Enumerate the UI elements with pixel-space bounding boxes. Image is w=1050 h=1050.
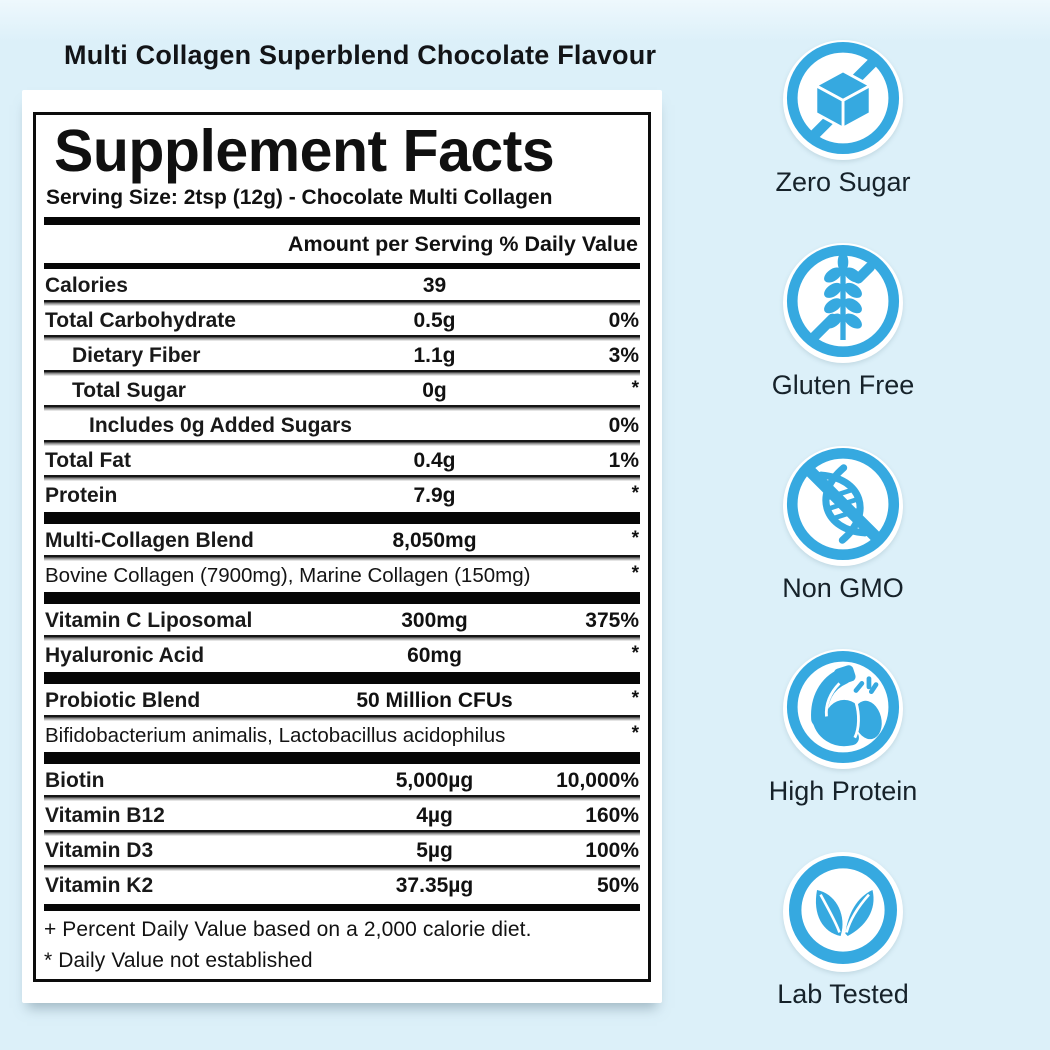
row-label: Vitamin K2: [45, 874, 154, 898]
gluten-free-icon: [784, 242, 902, 365]
badge-disc: [783, 243, 903, 363]
row-daily-value: 375%: [585, 609, 639, 633]
divider-bar: [44, 263, 640, 269]
badge-label: Zero Sugar: [775, 167, 911, 197]
row-amount: 0g: [422, 379, 447, 403]
badge-gluten-free: [758, 243, 928, 401]
table-row: [44, 686, 640, 715]
row-label: Calories: [45, 274, 128, 298]
row-daily-value: *: [631, 563, 639, 585]
separator: [44, 672, 640, 684]
table-row: [44, 411, 640, 440]
row-label: Total Fat: [45, 449, 131, 473]
row-label: Protein: [45, 484, 118, 508]
row-label: Vitamin C Liposomal: [45, 609, 253, 633]
badge-label: High Protein: [768, 776, 918, 806]
row-amount: 60mg: [407, 644, 462, 668]
footnote-daily-value: + Percent Daily Value based on a 2,000 calorie diet.: [44, 918, 532, 941]
badge-disc: [783, 446, 903, 566]
badge-lab-tested: [758, 852, 928, 1010]
row-label: Biotin: [45, 769, 105, 793]
table-row: [44, 606, 640, 635]
table-row: [44, 641, 640, 670]
row-amount: 300mg: [401, 609, 468, 633]
row-label: Bovine Collagen (7900mg), Marine Collagen (150mg): [45, 563, 531, 587]
row-label: Total Carbohydrate: [45, 309, 236, 333]
table-row: [44, 801, 640, 830]
row-daily-value: *: [631, 378, 639, 400]
badge-disc: [783, 649, 903, 769]
row-label: Hyaluronic Acid: [45, 644, 205, 668]
separator: [44, 512, 640, 524]
badge-disc: [783, 40, 903, 160]
table-row: [44, 446, 640, 475]
row-daily-value: 3%: [608, 344, 639, 368]
table-row: [44, 306, 640, 335]
row-label: Multi-Collagen Blend: [45, 529, 254, 553]
non-gmo-icon: [784, 445, 902, 568]
row-daily-value: 10,000%: [556, 769, 639, 793]
row-daily-value: *: [631, 643, 639, 665]
table-row: [44, 271, 640, 300]
table-row: [44, 561, 640, 590]
badge-label: Non GMO: [782, 573, 904, 603]
row-amount: 50 Million CFUs: [356, 689, 513, 713]
row-daily-value: *: [631, 688, 639, 710]
facts-title: Supplement Facts: [54, 118, 555, 184]
row-label: Bifidobacterium animalis, Lactobacillus acidophilus: [45, 723, 506, 747]
badge-label: Lab Tested: [777, 979, 909, 1009]
row-amount: 7.9g: [413, 484, 456, 508]
separator: [44, 752, 640, 764]
row-daily-value: *: [631, 723, 639, 745]
table-row: [44, 481, 640, 510]
facts-table: [44, 271, 640, 900]
page-title: Multi Collagen Superblend Chocolate Flavour: [64, 40, 657, 70]
table-row: [44, 526, 640, 555]
row-daily-value: 1%: [608, 449, 639, 473]
row-daily-value: *: [631, 483, 639, 505]
row-amount: 8,050mg: [392, 529, 477, 553]
row-label: Total Sugar: [72, 379, 186, 403]
row-amount: 0.5g: [413, 309, 456, 333]
separator: [44, 592, 640, 604]
row-daily-value: *: [631, 528, 639, 550]
badge-label: Gluten Free: [771, 370, 915, 400]
badge-disc: [783, 852, 903, 972]
row-daily-value: 0%: [608, 309, 639, 333]
row-daily-value: 50%: [596, 874, 639, 898]
table-row: [44, 376, 640, 405]
row-label: Vitamin D3: [45, 839, 154, 863]
table-row: [44, 341, 640, 370]
row-amount: 5,000µg: [395, 769, 474, 793]
no-sugar-icon: [784, 39, 902, 162]
row-label: Vitamin B12: [45, 804, 165, 828]
row-amount: 1.1g: [413, 344, 456, 368]
divider-bar: [44, 904, 640, 911]
table-row: [44, 766, 640, 795]
badge-zero-sugar: [758, 40, 928, 198]
row-amount: 37.35µg: [395, 874, 474, 898]
row-amount: 39: [422, 274, 447, 298]
column-header: Amount per Serving % Daily Value: [287, 231, 638, 256]
badge-high-protein: [758, 649, 928, 807]
table-row: [44, 721, 640, 750]
supplement-facts-box: [33, 112, 651, 982]
row-amount: 0.4g: [413, 449, 456, 473]
row-label: Includes 0g Added Sugars: [89, 414, 352, 438]
supplement-facts-panel: [22, 90, 662, 1003]
table-row: [44, 871, 640, 900]
table-row: [44, 836, 640, 865]
lab-tested-icon: [784, 851, 902, 974]
row-daily-value: 0%: [608, 414, 639, 438]
divider-bar: [44, 217, 640, 225]
row-amount: 4µg: [416, 804, 453, 828]
row-label: Dietary Fiber: [72, 344, 201, 368]
row-daily-value: 100%: [585, 839, 639, 863]
badge-non-gmo: [758, 446, 928, 604]
row-label: Probiotic Blend: [45, 689, 201, 713]
serving-size-line: Serving Size: 2tsp (12g) - Chocolate Multi Collagen: [46, 186, 553, 210]
row-amount: 5µg: [416, 839, 453, 863]
footnote-not-established: * Daily Value not established: [44, 949, 313, 972]
row-daily-value: 160%: [585, 804, 639, 828]
high-protein-icon: [784, 648, 902, 771]
